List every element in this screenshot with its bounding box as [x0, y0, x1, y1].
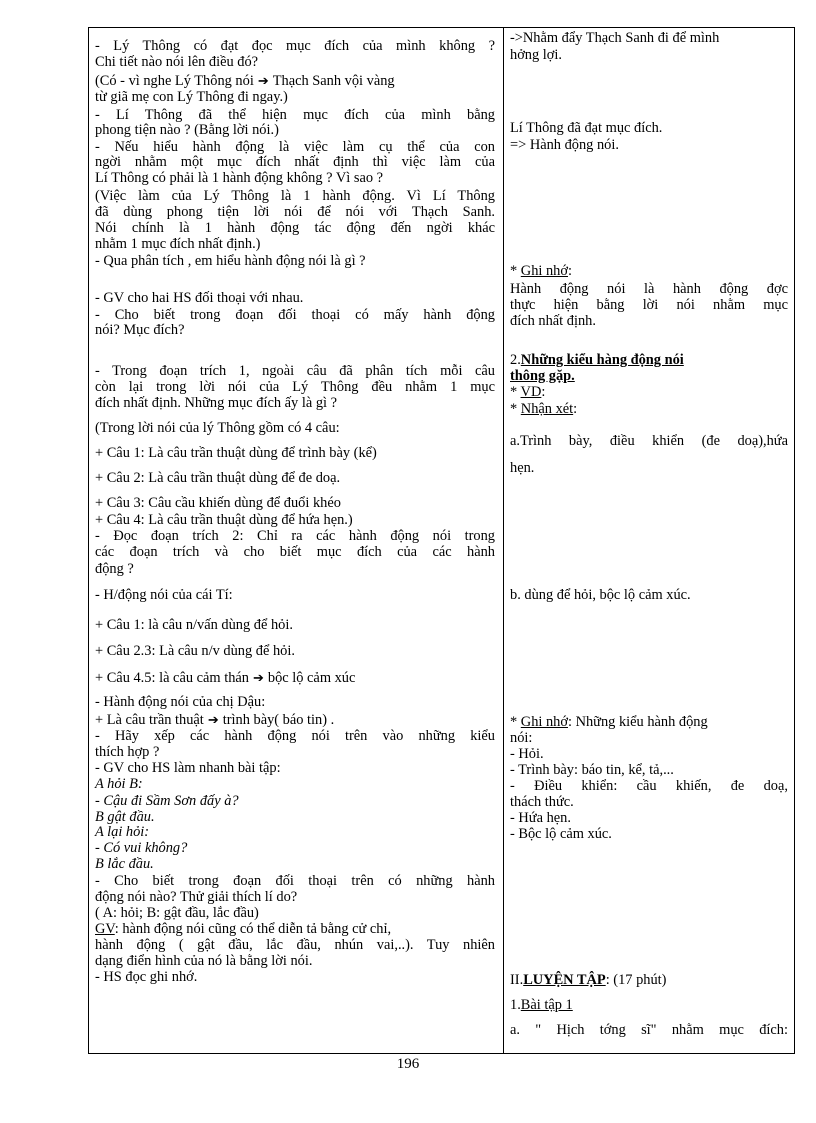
- text-line: + Là câu trần thuật ➔ trình bày( báo tin) .: [95, 712, 335, 728]
- text-line: A hỏi B:: [95, 776, 143, 792]
- text-line: Hành động nói là hành động đợc: [510, 281, 788, 297]
- text-line: + Câu 1: là câu n/vấn dùng để hỏi.: [95, 617, 293, 633]
- text-line: - Nếu hiểu hành động là việc làm cụ thể của con: [95, 139, 495, 155]
- text-line: + Câu 2.3: Là câu n/v dùng để hỏi.: [95, 643, 295, 659]
- text-line: còn lại trong lời nói của Lý Thông đều nhằm 1 mục: [95, 379, 495, 395]
- text-line: - H/động nói của cái Tí:: [95, 587, 233, 603]
- section-heading: 2.Những kiểu hàng động nói: [510, 352, 684, 368]
- text-line: ( A: hỏi; B: gật đầu, lắc đầu): [95, 905, 259, 921]
- text-line: - GV cho hai HS đối thoại với nhau.: [95, 290, 304, 306]
- text-line: B lắc đầu.: [95, 856, 154, 872]
- text-line: * Nhận xét:: [510, 401, 578, 417]
- text-line: + Câu 3: Câu cầu khiến dùng để đuổi khéo: [95, 495, 341, 511]
- text-line: => Hành động nói.: [510, 137, 619, 153]
- teacher-activity-column: [89, 28, 504, 1054]
- page-number: 196: [396, 1056, 420, 1072]
- text-line: ngời nhằm một mục đích nhất định thì việc làm của: [95, 154, 495, 170]
- text-line: động ?: [95, 561, 134, 577]
- arrow-right-icon: ➔: [257, 73, 269, 88]
- text-line: - Cho biết trong đoạn đối thoại trên có những hành: [95, 873, 495, 889]
- text-line: hởng lợi.: [510, 47, 562, 63]
- arrow-right-icon: ➔: [207, 712, 219, 727]
- text-line: các đoạn trích và cho biết mục đích của các hành: [95, 544, 495, 560]
- text-line: thực hiện bằng lời nói nhằm mục: [510, 297, 788, 313]
- text-line: - HS đọc ghi nhớ.: [95, 969, 198, 985]
- text-line: + Câu 1: Là câu trần thuật dùng để trình bày (kể): [95, 445, 377, 461]
- text-line: (Có - vì nghe Lý Thông nói ➔ Thạch Sanh vội vàng: [95, 73, 395, 89]
- note-heading: * Ghi nhớ: Những kiểu hành động: [510, 714, 708, 730]
- text-line: - Điều khiển: cầu khiến, đe doạ,: [510, 778, 788, 794]
- text-line: + Câu 2: Là câu trần thuật dùng để đe doạ.: [95, 470, 341, 486]
- text-line: Chi tiết nào nói lên điều đó?: [95, 54, 259, 70]
- text-line: * VD:: [510, 384, 546, 400]
- text-line: A lại hỏi:: [95, 824, 150, 840]
- text-line: Lí Thông có phải là 1 hành động không ? Vì sao ?: [95, 170, 384, 186]
- text-line: - Hỏi.: [510, 746, 544, 762]
- lesson-table: [88, 27, 795, 1054]
- text-line: - Hành động nói của chị Dậu:: [95, 694, 266, 710]
- text-line: - Hứa hẹn.: [510, 810, 571, 826]
- text-line: Lí Thông đã đạt mục đích.: [510, 120, 663, 136]
- text-line: + Câu 4: Là câu trần thuật dùng để hứa hẹn.): [95, 512, 353, 528]
- text-line: - GV cho HS làm nhanh bài tập:: [95, 760, 281, 776]
- text-line: - Trình bày: báo tin, kể, tả,...: [510, 762, 674, 778]
- text-line: (Việc làm của Lý Thông là 1 hành động. Vì Lí Thông: [95, 188, 495, 204]
- text-line: - Trong đoạn trích 1, ngoài câu đã phân tích mỗi câu: [95, 363, 495, 379]
- text-line: nhằm 1 mục đích nhất định.): [95, 236, 261, 252]
- text-line: - Có vui không?: [95, 840, 188, 856]
- text-line: b. dùng để hỏi, bộc lộ cảm xúc.: [510, 587, 691, 603]
- text-line: - Cậu đi Sầm Sơn đấy à?: [95, 793, 239, 809]
- text-line: - Cho biết trong đoạn đối thoại có mấy hành động: [95, 307, 495, 323]
- text-line: Nói chính là 1 hành động tác động đến ngời khác: [95, 220, 495, 236]
- text-line: nói:: [510, 730, 533, 746]
- text-line: - Qua phân tích , em hiểu hành động nói là gì ?: [95, 253, 366, 269]
- note-heading: * Ghi nhớ:: [510, 263, 572, 279]
- text-line: đã dùng phong tiện lời nói để nói với Thạch Sanh.: [95, 204, 495, 220]
- text-line: a. " Hịch tớng sĩ" nhằm mục đích:: [510, 1022, 788, 1038]
- content-column: [504, 28, 795, 1054]
- text-line: từ giã mẹ con Lý Thông đi ngay.): [95, 89, 288, 105]
- text-line: + Câu 4.5: là câu cảm thán ➔ bộc lộ cảm xúc: [95, 670, 356, 686]
- text-line: hẹn.: [510, 460, 535, 476]
- text-line: nói? Mục đích?: [95, 322, 185, 338]
- text-line: - Hãy xếp các hành động nói trên vào những kiểu: [95, 728, 495, 744]
- text-line: thích hợp ?: [95, 744, 160, 760]
- arrow-right-icon: ➔: [252, 670, 264, 685]
- text-line: thách thức.: [510, 794, 574, 810]
- section-heading: thông gặp.: [510, 368, 575, 384]
- section-heading: II.LUYỆN TẬP: (17 phút): [510, 972, 667, 988]
- text-line: - Lí Thông đã thể hiện mục đích của mình bằng: [95, 107, 495, 123]
- text-line: đích nhất định. Những mục đích ấy là gì ?: [95, 395, 337, 411]
- text-line: động nói nào? Thử giải thích lí do?: [95, 889, 298, 905]
- text-line: (Trong lời nói của lý Thông gồm có 4 câu:: [95, 420, 340, 436]
- text-line: đích nhất định.: [510, 313, 596, 329]
- text-line: - Đọc đoạn trích 2: Chỉ ra các hành động nói trong: [95, 528, 495, 544]
- text-line: - Bộc lộ cảm xúc.: [510, 826, 612, 842]
- text-line: GV: hành động nói cũng có thể diễn tả bằng cử chỉ,: [95, 921, 392, 937]
- text-line: - Lý Thông có đạt đọc mục đích của mình không ?: [95, 38, 495, 54]
- text-line: ->Nhằm đẩy Thạch Sanh đi để mình: [510, 30, 720, 46]
- text-line: phong tiện nào ? (Bằng lời nói.): [95, 122, 279, 138]
- text-line: a.Trình bày, điều khiển (đe doạ),hứa: [510, 433, 788, 449]
- text-line: B gật đầu.: [95, 809, 155, 825]
- text-line: dạng điển hình của nó là bằng lời nói.: [95, 953, 313, 969]
- text-line: hành động ( gật đầu, lắc đầu, nhún vai,..). Tuy nhiên: [95, 937, 495, 953]
- exercise-heading: 1.Bài tập 1: [510, 997, 573, 1013]
